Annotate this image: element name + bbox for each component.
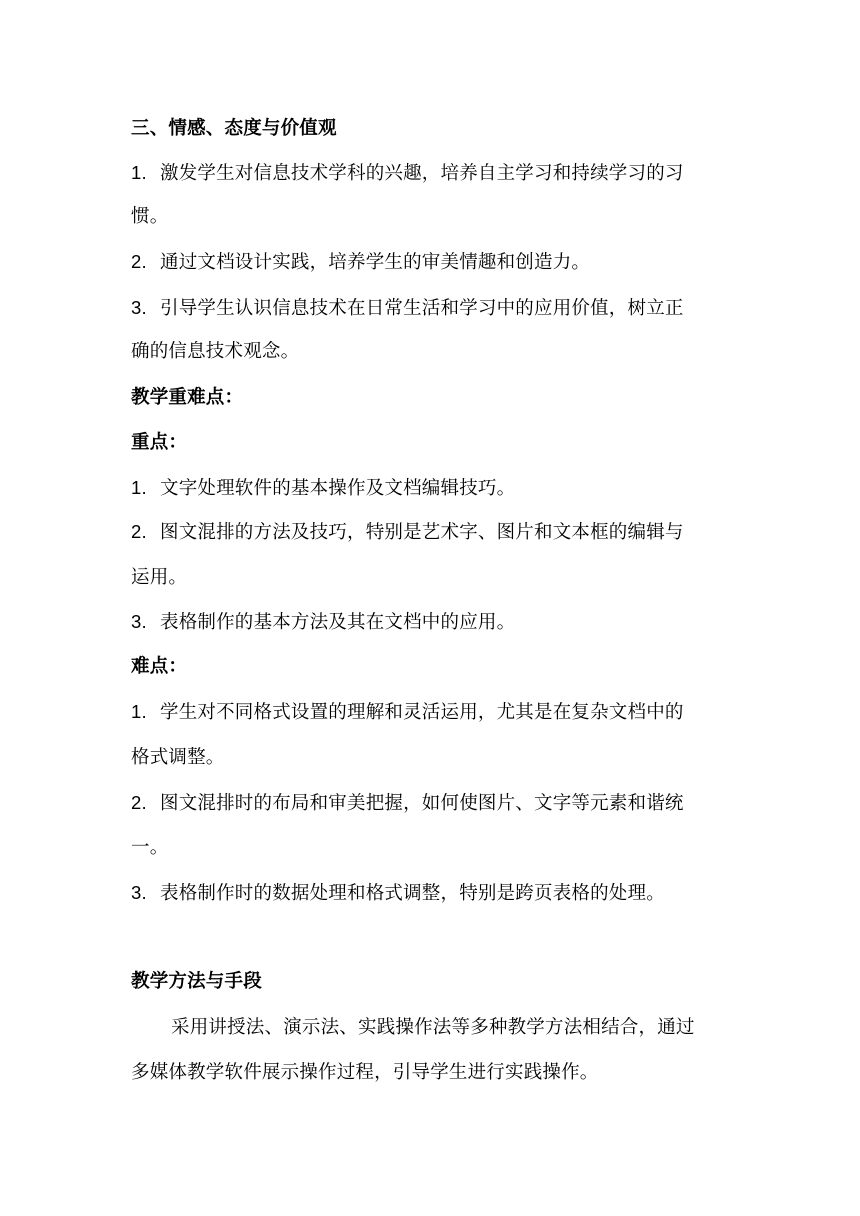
section-heading-values: 三、情感、态度与价值观 <box>131 118 337 139</box>
section-heading-methods: 教学方法与手段 <box>131 971 262 992</box>
list-item-difficulty-3 <box>131 881 665 906</box>
list-number: 3. <box>131 882 147 903</box>
subheading-focus: 重点： <box>131 432 188 453</box>
paragraph-methods-line-1: 采用讲授法、演示法、实践操作法等多种教学方法相结合，通过 <box>171 1017 695 1038</box>
list-item-focus-1 <box>131 476 515 501</box>
list-text: 图文混排的方法及技巧，特别是艺术字、图片和文本框的编辑与 <box>160 522 684 543</box>
paragraph-methods-line-2: 多媒体教学软件展示操作过程，引导学生进行实践操作。 <box>131 1062 599 1083</box>
list-text: 文字处理软件的基本操作及文档编辑技巧。 <box>160 478 516 499</box>
list-number: 1. <box>131 162 147 183</box>
subheading-difficulty: 难点： <box>131 656 188 677</box>
list-number: 2. <box>131 251 147 272</box>
list-item-values-3 <box>131 296 684 321</box>
list-item-values-1-cont: 惯。 <box>131 206 169 227</box>
list-item-focus-3 <box>131 610 515 635</box>
list-item-difficulty-2 <box>131 791 684 816</box>
list-item-difficulty-1-cont: 格式调整。 <box>131 747 225 768</box>
list-number: 2. <box>131 792 147 813</box>
list-item-difficulty-1 <box>131 700 684 725</box>
list-number: 1. <box>131 477 147 498</box>
list-number: 3. <box>131 297 147 318</box>
list-number: 1. <box>131 701 147 722</box>
list-text: 激发学生对信息技术学科的兴趣，培养自主学习和持续学习的习 <box>160 163 684 184</box>
list-text: 表格制作的基本方法及其在文档中的应用。 <box>160 612 516 633</box>
list-item-difficulty-2-cont: 一。 <box>131 837 169 858</box>
list-number: 2. <box>131 521 147 542</box>
list-item-focus-2 <box>131 520 684 545</box>
list-text: 图文混排时的布局和审美把握，如何使图片、文字等元素和谐统 <box>160 793 684 814</box>
list-text: 表格制作时的数据处理和格式调整，特别是跨页表格的处理。 <box>160 883 665 904</box>
list-item-values-2 <box>131 250 590 275</box>
list-text: 引导学生认识信息技术在日常生活和学习中的应用价值，树立正 <box>160 298 684 319</box>
list-text: 学生对不同格式设置的理解和灵活运用，尤其是在复杂文档中的 <box>160 702 684 723</box>
list-text: 通过文档设计实践，培养学生的审美情趣和创造力。 <box>160 252 591 273</box>
list-item-values-3-cont: 确的信息技术观念。 <box>131 341 300 362</box>
list-number: 3. <box>131 611 147 632</box>
list-item-focus-2-cont: 运用。 <box>131 567 188 588</box>
section-heading-key-points: 教学重难点： <box>131 387 244 408</box>
list-item-values-1 <box>131 161 684 186</box>
